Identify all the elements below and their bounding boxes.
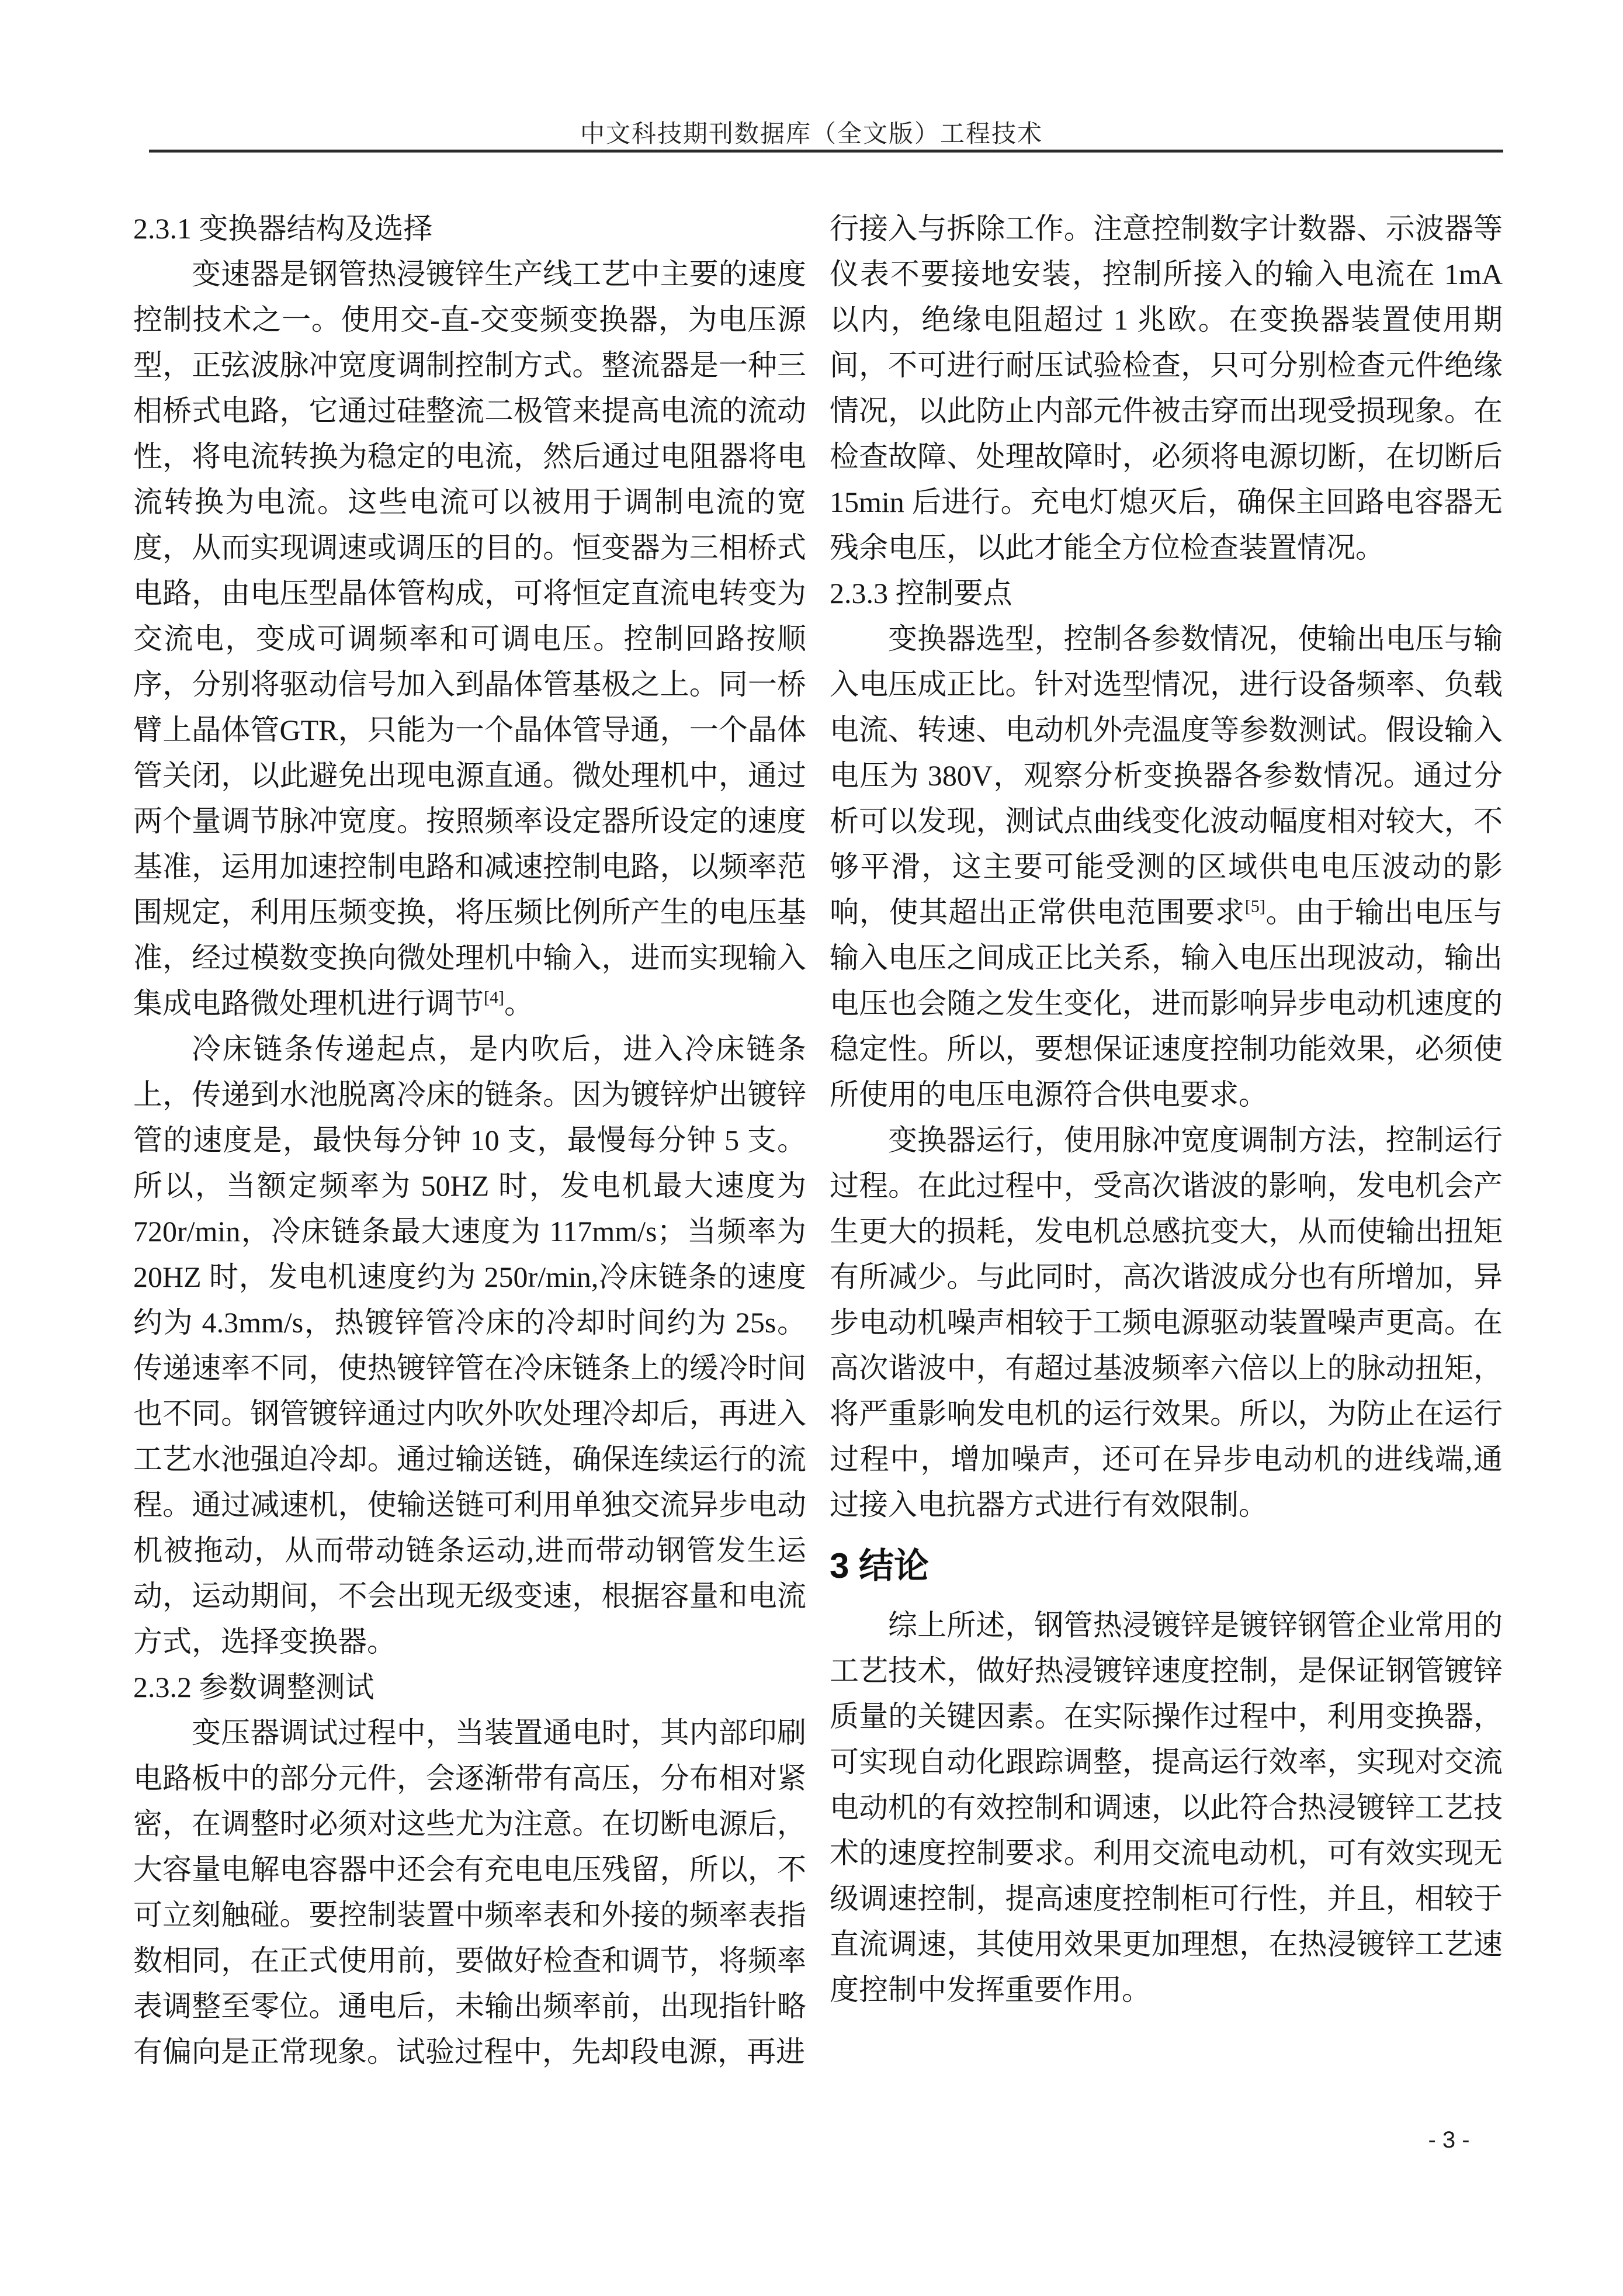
right-column bbox=[830, 206, 1503, 2013]
paragraph-converter-structure bbox=[133, 251, 806, 1026]
paragraph-text: 。 bbox=[504, 987, 533, 1020]
section-heading-2-3-2: 2.3.2 参数调整测试 bbox=[133, 1671, 374, 1703]
paragraph-text: 变速器是钢管热浸镀锌生产线工艺中主要的速度控制技术之一。使用交-直-交变频变换器，为电压源型，正弦波脉冲宽度调制控制方式。整流器是一种三相桥式电路，它通过硅整流二极管来提高电流的流动性，将电流转换为稳定的电流，然后通过电阻器将电流转换为电流。这些电流可以被用于调制电流的宽度，从而实现调速或调压的目的。恒变器为三相桥式电路，由电压型晶体管构成，可将恒定直流电转变为交流电，变成可调频率和可调电压。控制回路按顺序，分别将驱动信号加入到晶体管基极之上。同一桥臂上晶体管GTR，只能为一个晶体管导通，一个晶体管关闭，以此避免出现电源直通。微处理机中，通过两个量调节脉冲宽度。按照频率设定器所设定的速度基准，运用加速控制电路和减速控制电路，以频率范围规定，利用压频变换，将压频比例所产生的电压基准，经过模数变换向微处理机中输入，进而实现输入集成电路微处理机进行调节 bbox=[133, 258, 806, 1020]
paragraph-text: 变换器选型，控制各参数情况，使输出电压与输入电压成正比。针对选型情况，进行设备频率、负载电流、转速、电动机外壳温度等参数测试。假设输入电压为 380V，观察分析变换器各参数情况。通过分析可以发现，测试点曲线变化波动幅度相对较大，不够平滑，这主要可能受测的区域供电电压波动的影响，使其超出正常供电范围要求 bbox=[830, 622, 1503, 929]
page-number: - 3 - bbox=[1428, 2127, 1470, 2153]
paragraph-cooling-bed-chain: 冷床链条传递起点，是内吹后，进入冷床链条上，传递到水池脱离冷床的链条。因为镀锌炉出镀锌管的速度是，最快每分钟 10 支，最慢每分钟 5 支。所以，当额定频率为 50HZ 时，发电机最大速度为 720r/min，冷床链条最大速度为 117mm/s；当频率为 20HZ 时，发电机速度约为 250r/min,冷床链条的速度约为 4.3mm/s，热镀锌管冷床的冷却时间约为 25s。传递速率不同，使热镀锌管在冷床链条上的缓冷时间也不同。钢管镀锌通过内吹外吹处理冷却后，再进入工艺水池强迫冷却。通过输送链，确保连续运行的流程。通过减速机，使输送链可利用单独交流异步电动机被拖动，从而带动链条运动,进而带动钢管发生运动，运动期间，不会出现无级变速，根据容量和电流方式，选择变换器。 bbox=[133, 1033, 806, 1658]
paragraph-conclusion: 综上所述，钢管热浸镀锌是镀锌钢管企业常用的工艺技术，做好热浸镀锌速度控制，是保证钢管镀锌质量的关键因素。在实际操作过程中，利用变换器，可实现自动化跟踪调整，提高运行效率，实现对交流电动机的有效控制和调速，以此符合热浸镀锌工艺技术的速度控制要求。利用交流电动机，可有效实现无级调速控制，提高速度控制柜可行性，并且，相较于直流调速，其使用效果更加理想，在热浸镀锌工艺速度控制中发挥重要作用。 bbox=[830, 1609, 1503, 2006]
paragraph-parameter-adjust-test: 变压器调试过程中，当装置通电时，其内部印刷电路板中的部分元件，会逐渐带有高压，分布相对紧密，在调整时必须对这些尤为注意。在切断电源后，大容量电解电容器中还会有充电电压残留，所以，不可立刻触碰。要控制装置中频率表和外接的频率表指数相同，在正式使用前，要做好检查和调节，将频率表调整至零位。通电后，未输出频率前，出现指针略有偏向是正常现象。试验过程中，先却段电源，再进 bbox=[133, 1716, 806, 2068]
section-heading-2-3-1: 2.3.1 变换器结构及选择 bbox=[133, 212, 433, 245]
citation-ref-5: [5] bbox=[1244, 896, 1265, 916]
paragraph-parameter-adjust-test-cont: 行接入与拆除工作。注意控制数字计数器、示波器等仪表不要接地安装，控制所接入的输入电流在 1mA 以内，绝缘电阻超过 1 兆欧。在变换器装置使用期间，不可进行耐压试验检查，只可分别检查元件绝缘情况，以此防止内部元件被击穿而出现受损现象。在检查故障、处理故障时，必须将电源切断，在切断后 15min 后进行。充电灯熄灭后，确保主回路电容器无残余电压，以此才能全方位检查装置情况。 bbox=[830, 212, 1503, 564]
section-heading-2-3-3: 2.3.3 控制要点 bbox=[830, 577, 1012, 610]
page-header bbox=[0, 115, 1623, 150]
left-column bbox=[133, 206, 806, 2075]
paragraph-converter-operation: 变换器运行，使用脉冲宽度调制方法，控制运行过程。在此过程中，受高次谐波的影响，发电机会产生更大的损耗，发电机总感抗变大，从而使输出扭矩有所减少。与此同时，高次谐波成分也有所增加，异步电动机噪声相较于工频电源驱动装置噪声更高。在高次谐波中，有超过基波频率六倍以上的脉动扭矩，将严重影响发电机的运行效果。所以，为防止在运行过程中，增加噪声，还可在异步电动机的进线端,通过接入电抗器方式进行有效限制。 bbox=[830, 1124, 1503, 1521]
paragraph-control-points bbox=[830, 616, 1503, 1117]
header-rule bbox=[149, 150, 1503, 153]
citation-ref-4: [4] bbox=[484, 988, 504, 1007]
paragraph-text: 。由于输出电压与输入电压之间成正比关系，输入电压出现波动，输出电压也会随之发生变化，进而影响异步电动机速度的稳定性。所以，要想保证速度控制功能效果，必须使所使用的电压电源符合供电要求。 bbox=[830, 896, 1503, 1111]
section-heading-conclusion: 3 结论 bbox=[830, 1546, 930, 1585]
journal-header-title: 中文科技期刊数据库（全文版）工程技术 bbox=[580, 121, 1043, 148]
